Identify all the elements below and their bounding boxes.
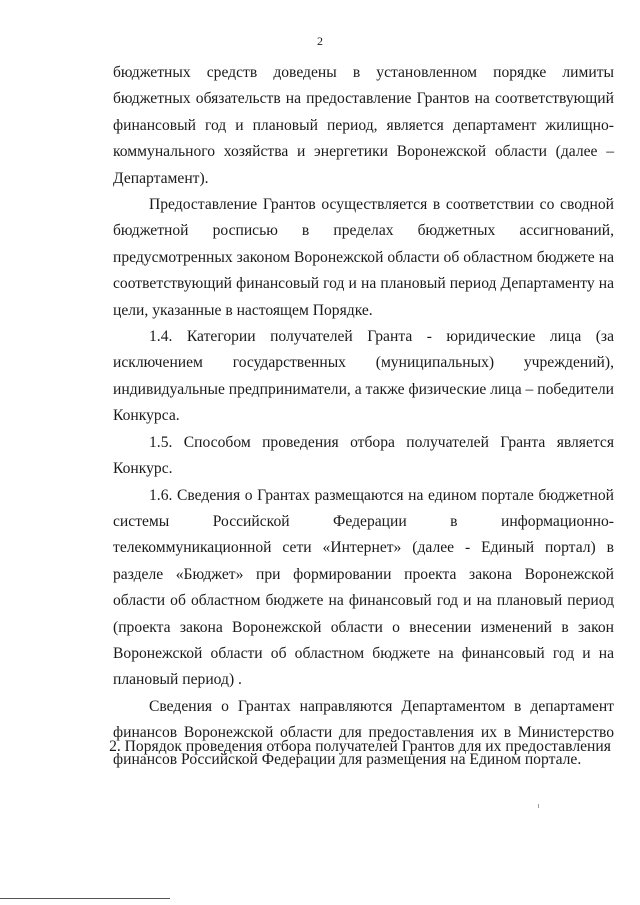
paragraph-1-4: 1.4. Категории получателей Гранта - юридические лица (за исключением государственных (муниципальных) учреждений), индивидуальные предприниматели, а также физические лица – победители Конкурса. (113, 328, 614, 425)
paragraph-1-6: 1.6. Сведения о Грантах размещаются на едином портале бюджетной системы Российской Федерации в информационно-телекоммуникационной сети «Интернет» (далее - Единый портал) в разделе «Бюджет» при формировании проекта закона Воронежской области об областном бюджете на финансовый год и на плановый период (проекта закона Воронежской области о внесении изменений в закон Воронежской области об областном бюджете на финансовый год и на плановый период) . (113, 486, 614, 689)
bottom-rule (0, 898, 170, 899)
scan-mark (538, 804, 539, 808)
section-heading: 2. Порядок проведения отбора получателей Грантов для их предоставления (109, 738, 611, 755)
paragraph-budget: Предоставление Грантов осуществляется в соответствии со сводной бюджетной росписью в пределах бюджетных ассигнований, предусмотренных законом Воронежской области об областном бюджете на соответствующий финансовый год и на плановый период Департаменту на цели, указанные в настоящем Порядке. (113, 196, 614, 319)
paragraph-continuation: бюджетных средств доведены в установленном порядке лимиты бюджетных обязательств на предоставление Грантов на соответствующий финансовый год и плановый период, является департамент жилищно-коммунального хозяйства и энергетики Воронежской области (далее – Департамент). (113, 64, 614, 187)
paragraph-info-transfer: Сведения о Грантах направляются Департаментом в департамент финансов Воронежской области для предоставления их в Министерство финансов Российской Федерации для размещения на Едином портале. (113, 697, 614, 768)
paragraph-1-5: 1.5. Способом проведения отбора получателей Гранта является Конкурс. (113, 433, 614, 478)
body-text (113, 60, 614, 773)
page-number: 2 (317, 34, 323, 48)
